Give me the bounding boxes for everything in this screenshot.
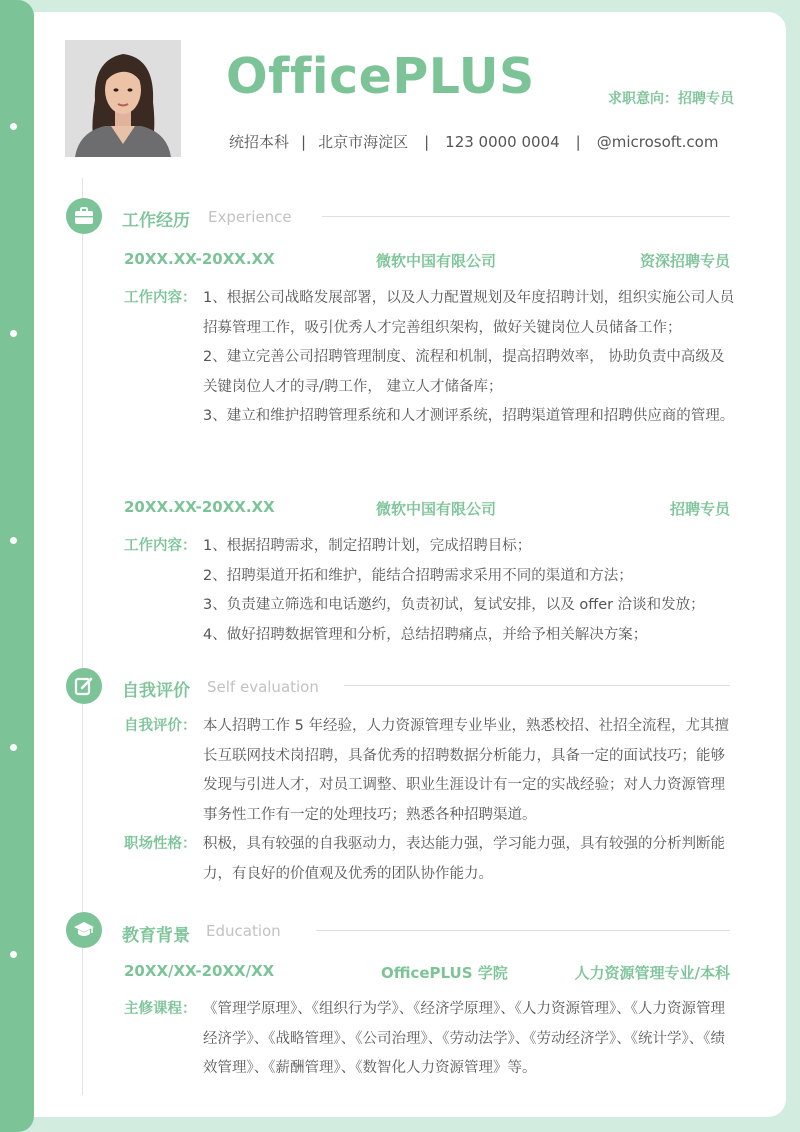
edit-icon	[74, 676, 94, 696]
self-eval-text: 本人招聘工作 5 年经验，人力资源管理专业毕业，熟悉校招、社招全流程，尤其擅长互联网技术岗招聘，具备优秀的招聘数据分析能力，具备一定的面试技巧；能够发现与引进人才，对员工调整、职业生涯设计有一定的实战经验；对人力资源管理事务性工作有一定的处理技巧；熟悉各种招聘渠道。	[203, 718, 729, 823]
separator: |	[424, 133, 430, 151]
job-duty: 1、根据招聘需求，制定招聘计划，完成招聘目标；	[203, 538, 532, 554]
experience-section-icon	[66, 198, 102, 234]
section-title: 工作经历	[122, 211, 190, 231]
job-header-row	[124, 498, 730, 518]
job-period: 20XX.XX-20XX.XX	[124, 250, 275, 268]
section-divider	[316, 930, 730, 931]
job-duty: 2、招聘渠道开拓和维护，能结合招聘需求采用不同的渠道和方法；	[203, 567, 633, 584]
courses-text: 《管理学原理》、《组织行为学》、《经济学原理》、《人力资源管理》、《人力资源管理经济学》、《战略管理》、《公司治理》、《劳动法学》、《劳动经济学》、《统计学》、《绩效管理》、《薪酬管理》、《数智化人力资源管理》等。	[203, 1001, 725, 1076]
section-subtitle: Education	[206, 922, 281, 940]
courses-label: 主修课程：	[124, 1001, 197, 1017]
education-level: 统招本科	[229, 133, 290, 151]
profile-photo	[65, 40, 181, 157]
separator: |	[575, 133, 581, 151]
binder-hole	[10, 951, 17, 958]
section-divider	[322, 216, 730, 217]
phone: 123 0000 0004	[445, 133, 560, 151]
section-title: 自我评价	[122, 681, 190, 701]
binder-hole	[10, 537, 17, 544]
section-subtitle: Self evaluation	[207, 678, 319, 696]
candidate-name: OfficePLUS	[226, 48, 535, 105]
binder-hole	[10, 744, 17, 751]
school-name: OfficePLUS 学院	[381, 964, 508, 982]
binder-hole	[10, 330, 17, 337]
personality-label: 职场性格：	[124, 836, 197, 852]
personality-text: 积极，具有较强的自我驱动力，表达能力强，学习能力强，具有较强的分析判断能力，有良好的价值观及优秀的团队协作能力。	[203, 836, 725, 882]
separator: |	[301, 133, 307, 151]
education-row	[124, 962, 730, 982]
job-position: 资深招聘专员	[639, 252, 730, 270]
job-duty: 3、建立和维护招聘管理系统和人才测评系统，招聘渠道管理和招聘供应商的管理。	[203, 408, 735, 424]
courses	[124, 995, 738, 1084]
location: 北京市海淀区	[318, 133, 409, 151]
job-company: 微软中国有限公司	[376, 252, 497, 270]
briefcase-icon	[74, 207, 94, 225]
section-divider	[344, 685, 730, 686]
self-eval-section-icon	[66, 668, 102, 704]
job-duty: 2、建立完善公司招聘管理制度、流程和机制，提高招聘效率， 协助负责中高级及关键岗位人才的寻/聘工作， 建立人才储备库；	[203, 349, 725, 395]
self-eval-item	[124, 712, 738, 830]
job-duty: 1、根据公司战略发展部署，以及人力配置规划及年度招聘计划，组织实施公司人员招募管理工作，吸引优秀人才完善组织架构，做好关键岗位人员储备工作；	[203, 290, 735, 336]
self-eval-label: 自我评价：	[124, 718, 197, 734]
section-subtitle: Experience	[208, 208, 292, 226]
job-position: 招聘专员	[669, 500, 730, 518]
job-details-label: 工作内容：	[124, 290, 197, 306]
contact-line	[229, 131, 718, 152]
major: 人力资源管理专业/本科	[574, 964, 730, 982]
timeline-line	[82, 178, 83, 1095]
graduation-cap-icon	[73, 921, 95, 939]
job-header-row	[124, 250, 730, 270]
job-details-label: 工作内容：	[124, 538, 197, 554]
job-company: 微软中国有限公司	[376, 500, 497, 518]
job-duty: 3、负责建立筛选和电话邀约，负责初试，复试安排，以及 offer 洽谈和发放；	[203, 597, 705, 613]
email: @microsoft.com	[596, 133, 719, 151]
education-section-icon	[66, 912, 102, 948]
job-duty: 4、做好招聘数据管理和分析，总结招聘痛点，并给予相关解决方案；	[203, 626, 648, 643]
job-period: 20XX.XX-20XX.XX	[124, 498, 275, 516]
job-details	[124, 532, 738, 650]
job-details	[124, 284, 738, 432]
personality-item	[124, 830, 738, 889]
binder-hole	[10, 123, 17, 130]
education-period: 20XX/XX-20XX/XX	[124, 962, 275, 980]
job-intent: 求职意向：招聘专员	[608, 91, 734, 107]
binder-rail	[0, 0, 34, 1132]
section-title: 教育背景	[122, 926, 190, 946]
